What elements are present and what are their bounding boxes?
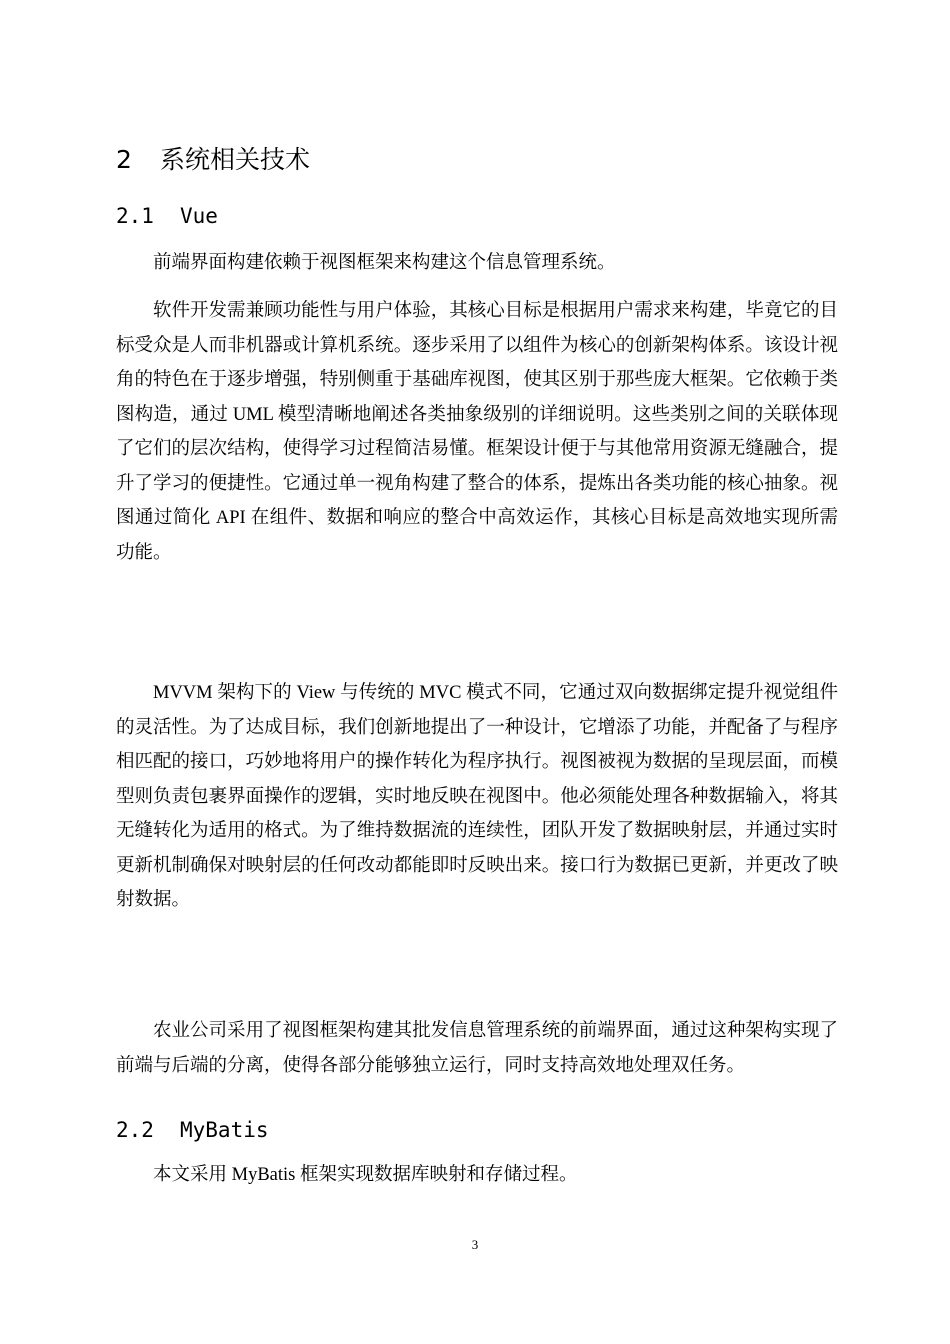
paragraph: 本文采用 MyBatis 框架实现数据库映射和存储过程。 [153,1165,578,1185]
paragraph: 前端界面构建依赖于视图框架来构建这个信息管理系统。 [153,253,616,273]
section-number: 2.1 [116,204,154,228]
section-heading [116,201,218,231]
chapter-heading [116,143,310,177]
section-title: Vue [180,204,218,228]
chapter-number: 2 [116,145,132,174]
paragraph: 农业公司采用了视图框架构建其批发信息管理系统的前端界面，通过这种架构实现了前端与后端的分离，使得各部分能够独立运行，同时支持高效地处理双任务。 [116,1021,838,1076]
chapter-title: 系统相关技术 [160,145,311,174]
section-heading [116,1115,269,1145]
paragraph: MVVM 架构下的 View 与传统的 MVC 模式不同，它通过双向数据绑定提升视觉组件的灵活性。为了达成目标，我们创新地提出了一种设计，它增添了功能，并配备了与程序相匹配的接口，巧妙地将用户的操作转化为程序执行。视图被视为数据的呈现层面，而模型则负责包裹界面操作的逻辑，实时地反映在视图中。他必须能处理各种数据输入，将其无缝转化为适用的格式。为了维持数据流的连续性，团队开发了数据映射层，并通过实时更新机制确保对映射层的任何改动都能即时反映出来。接口行为数据已更新，并更改了映射数据。 [116,683,838,910]
section-number: 2.2 [116,1118,154,1142]
paragraph: 软件开发需兼顾功能性与用户体验，其核心目标是根据用户需求来构建，毕竟它的目标受众是人而非机器或计算机系统。逐步采用了以组件为核心的创新架构体系。该设计视角的特色在于逐步增强，特别侧重于基础库视图，使其区别于那些庞大框架。它依赖于类图构造，通过 UML 模型清晰地阐述各类抽象级别的详细说明。这些类别之间的关联体现了它们的层次结构，使得学习过程简洁易懂。框架设计便于与其他常用资源无缝融合，提升了学习的便捷性。它通过单一视角构建了整合的体系，提炼出各类功能的核心抽象。视图通过简化 API 在组件、数据和响应的整合中高效运作，其核心目标是高效地实现所需功能。 [116,301,838,563]
page-number: 3 [471,1237,479,1252]
section-title: MyBatis [180,1118,269,1142]
